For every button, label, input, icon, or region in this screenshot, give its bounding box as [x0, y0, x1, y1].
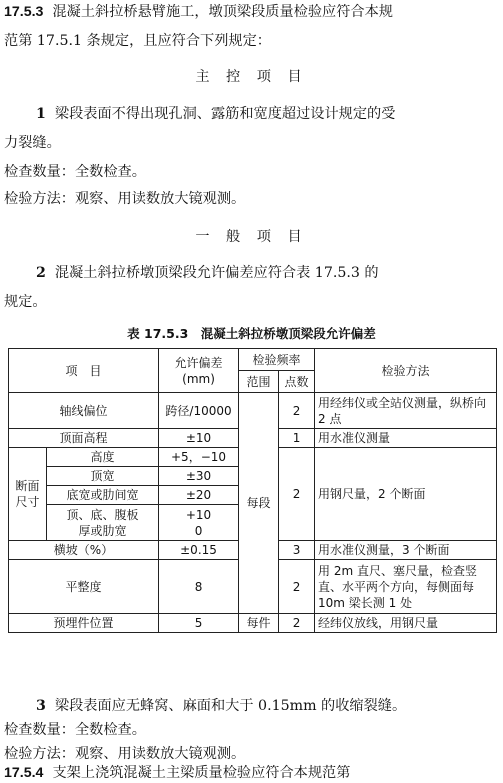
- clause-number: 17.5.3: [4, 4, 44, 20]
- header-points: 点数: [279, 371, 315, 393]
- header-frequency: 检验频率: [239, 349, 315, 371]
- item-number: 2: [36, 265, 46, 281]
- cell-tolerance-line2: 0: [194, 523, 203, 538]
- cell-item: 顶面高程: [9, 429, 159, 448]
- tolerance-table: [8, 348, 497, 633]
- cell-scope: 每件: [239, 614, 279, 633]
- cell-tolerance: 8: [159, 560, 239, 614]
- header-scope: 范围: [239, 371, 279, 393]
- cell-tolerance: ±20: [159, 486, 239, 505]
- item-number: 1: [36, 106, 46, 122]
- table-row: [9, 614, 497, 633]
- clause-text: 范第 17.5.1 条规定，且应符合下列规定：: [4, 33, 271, 49]
- check-quantity-1: 检查数量：全数检查。: [4, 164, 146, 180]
- cell-tolerance: 5: [159, 614, 239, 633]
- cell-tolerance-line1: +10: [185, 507, 212, 522]
- section-group-line1: 断面: [15, 479, 40, 493]
- cell-tolerance: ±10: [159, 429, 239, 448]
- table-row: [9, 393, 497, 429]
- item-1-line2: [4, 133, 61, 153]
- cell-method: 经纬仪放线，用钢尺量: [315, 614, 497, 633]
- header-tolerance-line1: 允许偏差: [174, 355, 223, 370]
- cell-tolerance: ±30: [159, 467, 239, 486]
- header-tolerance-line2: (mm): [182, 371, 215, 386]
- cell-item-line2: 厚或肋宽: [78, 523, 127, 538]
- item-text: 混凝土斜拉桥墩顶梁段允许偏差应符合表 17.5.3 的: [54, 265, 379, 281]
- item-text: 规定。: [4, 294, 47, 310]
- clause-text: 支架上浇筑混凝土主梁质量检验应符合本规范第: [52, 765, 351, 781]
- cell-item: [47, 505, 159, 541]
- cell-tolerance: [159, 505, 239, 541]
- clause-text: 混凝土斜拉桥悬臂施工，墩顶梁段质量检验应符合本规: [52, 4, 393, 20]
- cell-points: 1: [279, 429, 315, 448]
- cell-points: 2: [279, 560, 315, 614]
- item-number: 3: [36, 698, 46, 714]
- header-method: 检验方法: [315, 349, 497, 393]
- item-2-line1: [36, 263, 379, 283]
- cell-item: 顶宽: [47, 467, 159, 486]
- item-text: 梁段表面不得出现孔洞、露筋和宽度超过设计规定的受: [54, 106, 396, 122]
- cell-method: 用 2m 直尺、塞尺量，检查竖直、水平两个方向，每侧面每 10m 梁长测 1 处: [315, 560, 497, 614]
- clause-17-5-4: [4, 763, 350, 783]
- cell-points: 2: [279, 393, 315, 429]
- cell-section-group: [9, 448, 47, 541]
- cell-tolerance: +5，−10: [159, 448, 239, 467]
- cell-item: 底宽或肋间宽: [47, 486, 159, 505]
- clause-17-5-3-line2: [4, 31, 271, 51]
- header-tolerance: [159, 349, 239, 393]
- cell-method: 用钢尺量，2 个断面: [315, 448, 497, 541]
- cell-points: 2: [279, 448, 315, 541]
- item-2-line2: [4, 292, 47, 312]
- item-text: 力裂缝。: [4, 135, 61, 151]
- check-quantity-3: 检查数量：全数检查。: [4, 722, 146, 738]
- clause-17-5-3-line1: [4, 2, 393, 22]
- item-3: [36, 696, 406, 716]
- cell-tolerance: ±0.15: [159, 541, 239, 560]
- cell-points: 3: [279, 541, 315, 560]
- check-method-1: 检验方法：观察、用读数放大镜观测。: [4, 191, 246, 207]
- check-method-3: 检验方法：观察、用读数放大镜观测。: [4, 746, 246, 762]
- cell-item: 轴线偏位: [9, 393, 159, 429]
- cell-item: 预埋件位置: [9, 614, 159, 633]
- cell-item: 平整度: [9, 560, 159, 614]
- cell-item: 横坡（%）: [9, 541, 159, 560]
- item-text: 梁段表面应无蜂窝、麻面和大于 0.15mm 的收缩裂缝。: [54, 698, 407, 714]
- cell-method: 用经纬仪或全站仪测量，纵桥向 2 点: [315, 393, 497, 429]
- main-control-heading: 主 控 项 目: [195, 69, 308, 85]
- item-1-line1: [36, 104, 395, 124]
- cell-tolerance: 跨径/10000: [159, 393, 239, 429]
- cell-method: 用水准仪测量: [315, 429, 497, 448]
- cell-scope-each: 每段: [239, 393, 279, 614]
- cell-points: 2: [279, 614, 315, 633]
- table-title: 表 17.5.3 混凝土斜拉桥墩顶梁段允许偏差: [127, 326, 376, 341]
- cell-item: 高度: [47, 448, 159, 467]
- clause-number: 17.5.4: [4, 765, 44, 781]
- cell-item-line1: 顶、底、腹板: [66, 507, 139, 522]
- header-item: 项 目: [9, 349, 159, 393]
- cell-method: 用水准仪测量，3 个断面: [315, 541, 497, 560]
- general-heading: 一 般 项 目: [195, 229, 308, 245]
- section-group-line2: 尺寸: [15, 495, 40, 509]
